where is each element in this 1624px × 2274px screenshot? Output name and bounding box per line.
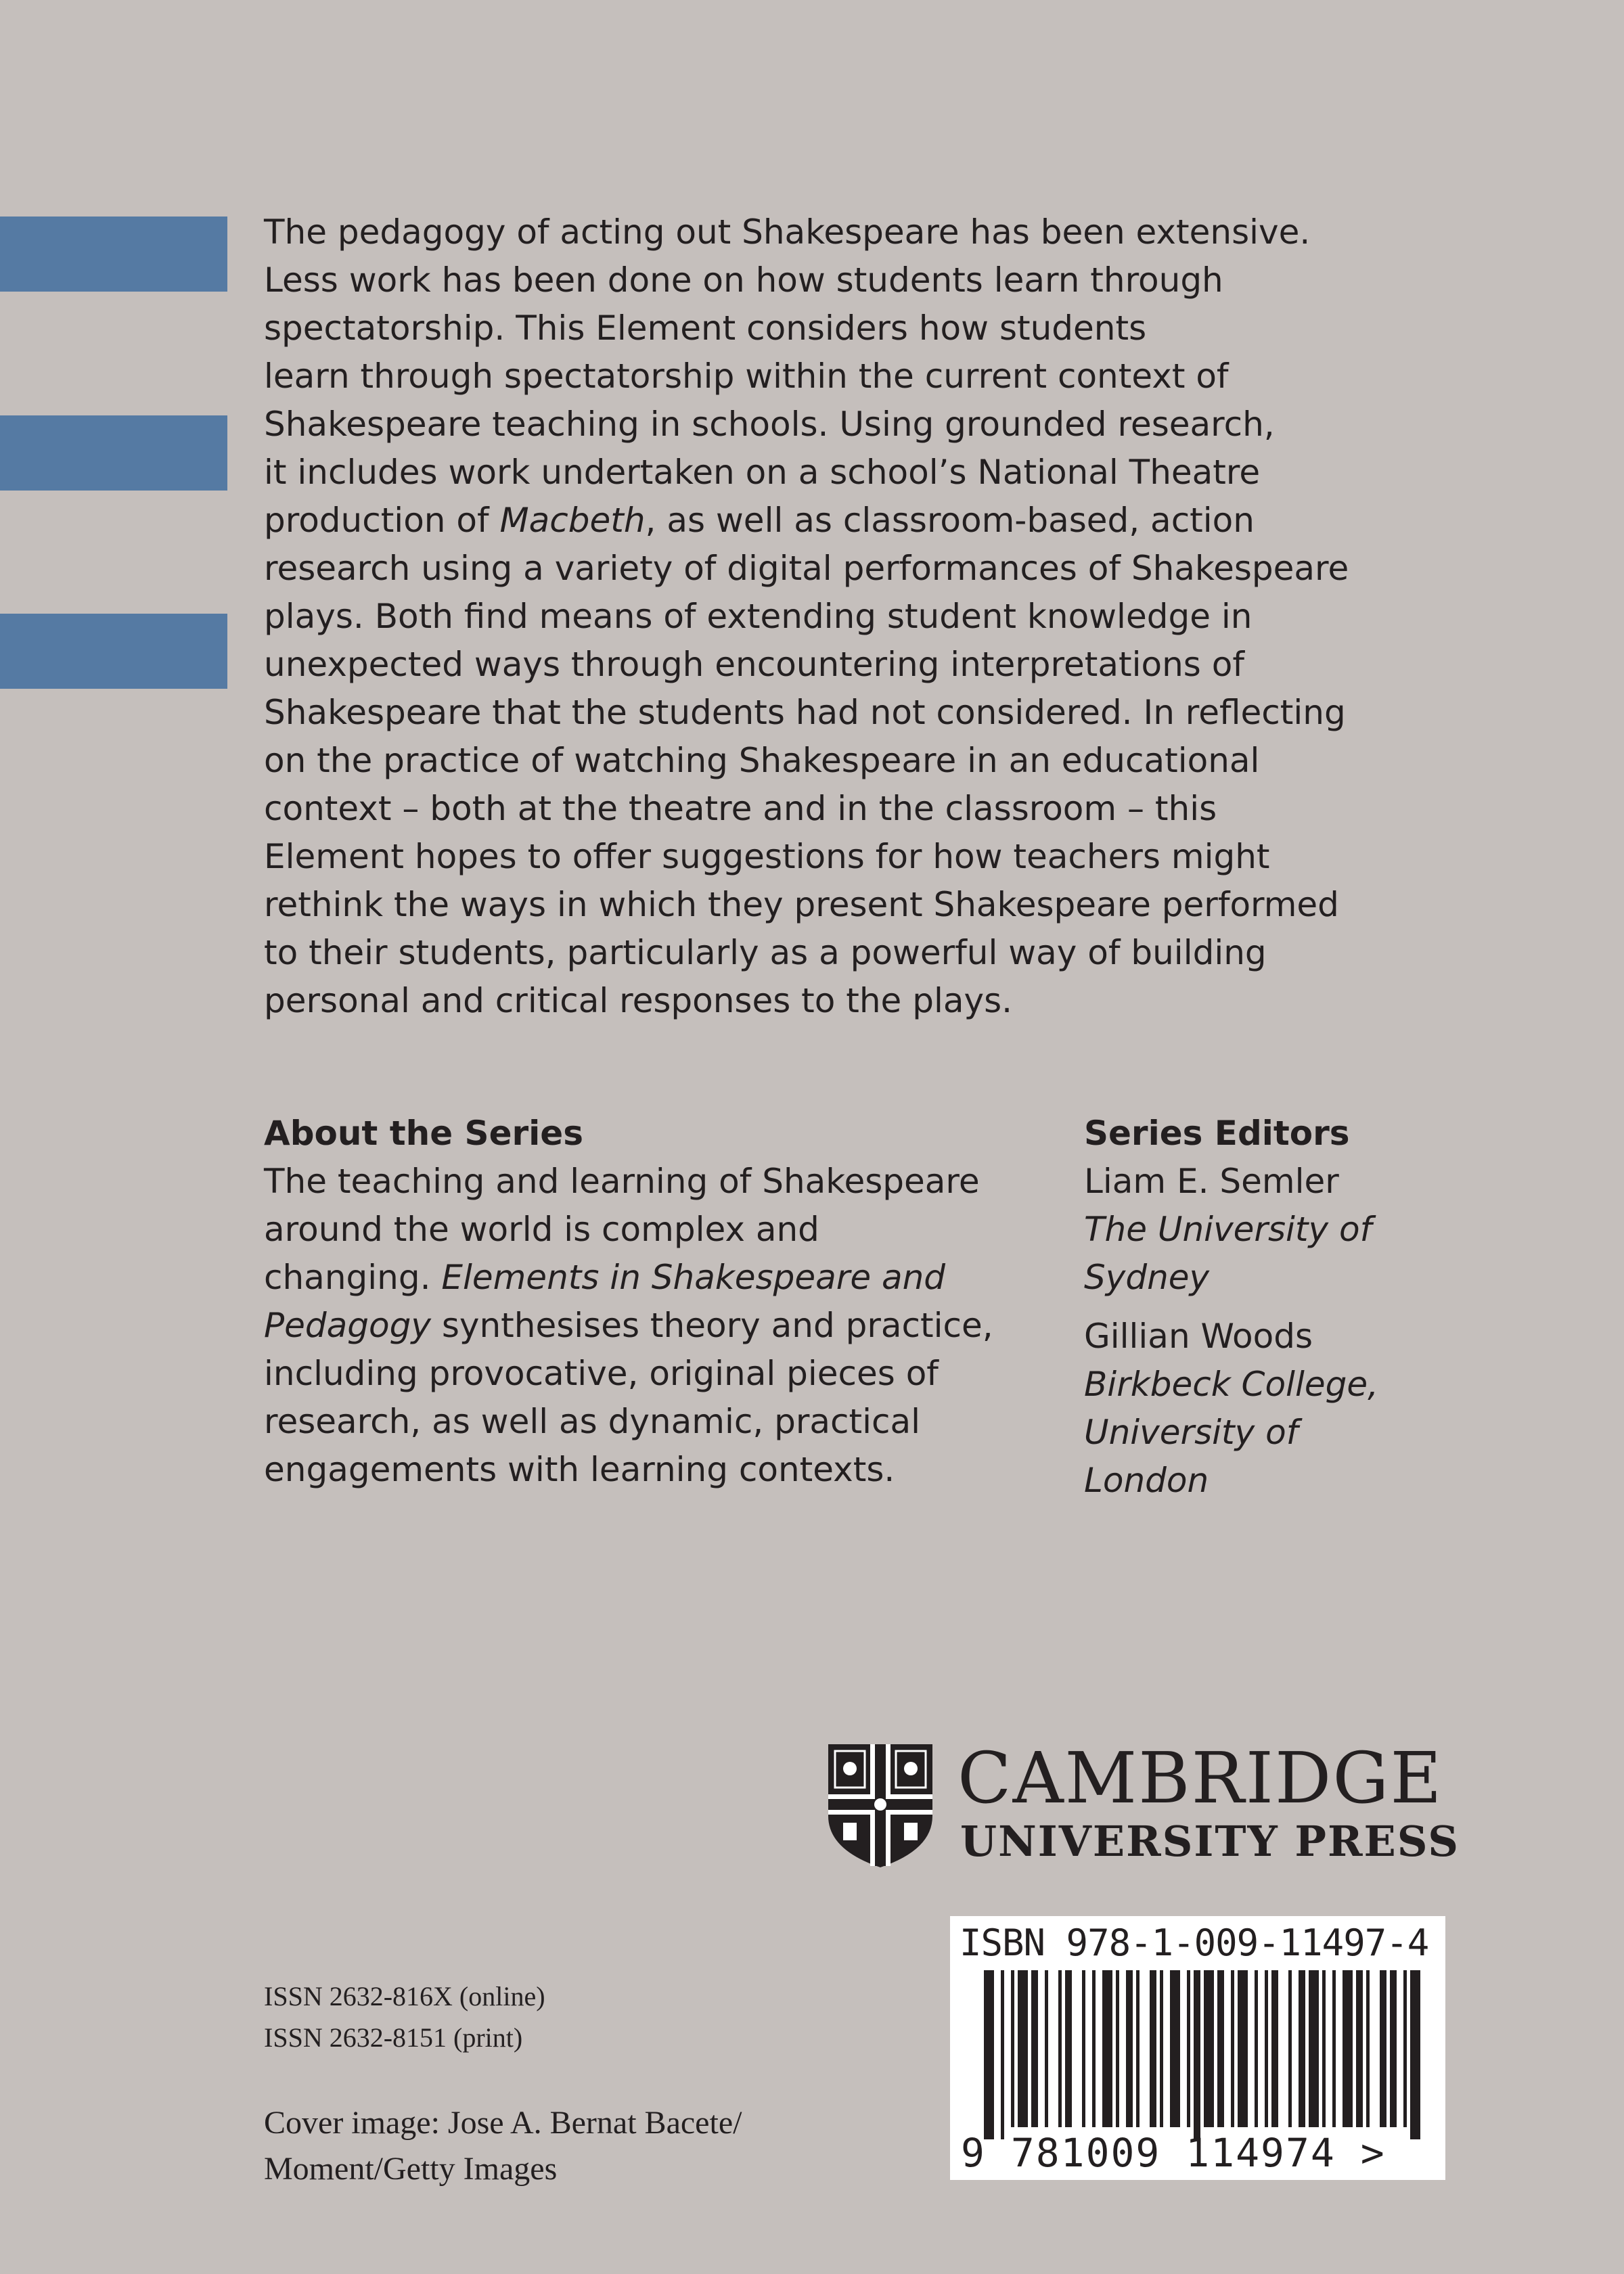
about-line: engagements with learning contexts. [264, 1450, 895, 1489]
description-line: spectatorship. This Element considers how students [264, 309, 1147, 348]
description-line-macbeth [264, 497, 1482, 545]
description-line: rethink the ways in which they present Shakespeare performed [264, 885, 1339, 924]
series-title: Elements in Shakespeare and [441, 1258, 946, 1297]
description-line: Element hopes to offer suggestions for how teachers might [264, 837, 1270, 876]
text-segment: production of [264, 501, 500, 540]
issn-info [264, 1976, 545, 2058]
editor-affiliation: The University of [1084, 1210, 1372, 1249]
about-the-series [264, 1110, 1062, 1494]
publisher-name: CAMBRIDGE [957, 1737, 1443, 1819]
description-line: Shakespeare teaching in schools. Using grounded research, [264, 405, 1275, 444]
about-series-heading: About the Series [264, 1114, 583, 1153]
accent-bar-bottom [0, 614, 227, 689]
editor-name: Gillian Woods [1084, 1317, 1313, 1356]
text-segment: changing. [264, 1258, 442, 1297]
issn-online: ISSN 2632-816X (online) [264, 1981, 545, 2011]
editor-affiliation: University of [1084, 1413, 1299, 1452]
description-line: on the practice of watching Shakespeare in an educational [264, 741, 1260, 780]
text-segment: , as well as classroom-based, action [645, 501, 1255, 540]
about-line: research, as well as dynamic, practical [264, 1402, 921, 1441]
series-editors-heading: Series Editors [1084, 1114, 1350, 1153]
issn-print: ISSN 2632-8151 (print) [264, 2022, 523, 2053]
description-line: to their students, particularly as a powerful way of building [264, 933, 1267, 972]
description-line: research using a variety of digital performances of Shakespeare [264, 549, 1349, 588]
editor-affiliation: London [1084, 1461, 1209, 1500]
isbn-label: ISBN 978-1-009-11497-4 [960, 1921, 1429, 1964]
editor-affiliation: Birkbeck College, [1084, 1365, 1378, 1404]
accent-bar-middle [0, 415, 227, 491]
isbn-barcode [950, 1916, 1445, 2180]
description-line: Less work has been done on how students learn through [264, 260, 1223, 300]
credit-line: Cover image: Jose A. Bernat Bacete/ [264, 2105, 742, 2141]
description-line: plays. Both find means of extending student knowledge in [264, 597, 1253, 636]
description-line: personal and critical responses to the plays. [264, 981, 1013, 1020]
description-line: learn through spectatorship within the current context of [264, 357, 1229, 396]
about-line: around the world is complex and [264, 1210, 819, 1249]
description-line: Shakespeare that the students had not considered. In reflecting [264, 693, 1346, 732]
publisher-subtitle: UNIVERSITY PRESS [960, 1817, 1460, 1866]
editor-affiliation: Sydney [1084, 1258, 1210, 1297]
series-title: Pedagogy [264, 1306, 431, 1345]
book-description [264, 208, 1482, 1025]
cover-image-credit [264, 2100, 742, 2192]
description-line: unexpected ways through encountering interpretations of [264, 645, 1244, 684]
text-segment: synthesises theory and practice, [430, 1306, 993, 1345]
about-line: The teaching and learning of Shakespeare [264, 1162, 980, 1201]
accent-bar-top [0, 217, 227, 292]
about-line [264, 1254, 1062, 1302]
cambridge-shield-icon [826, 1742, 935, 1870]
about-line [264, 1302, 1062, 1350]
barcode-digits: 9 781009 114974 > [961, 2130, 1386, 2176]
cambridge-university-press-logo [826, 1737, 1516, 1870]
description-line: it includes work undertaken on a school’s National Theatre [264, 453, 1261, 492]
editor-name: Liam E. Semler [1084, 1162, 1339, 1201]
description-line: The pedagogy of acting out Shakespeare has been extensive. [264, 212, 1311, 252]
description-line: context – both at the theatre and in the classroom – this [264, 789, 1217, 828]
series-editors [1084, 1110, 1504, 1505]
credit-line: Moment/Getty Images [264, 2151, 558, 2187]
play-title-macbeth: Macbeth [499, 501, 646, 540]
about-line: including provocative, original pieces of [264, 1354, 939, 1393]
